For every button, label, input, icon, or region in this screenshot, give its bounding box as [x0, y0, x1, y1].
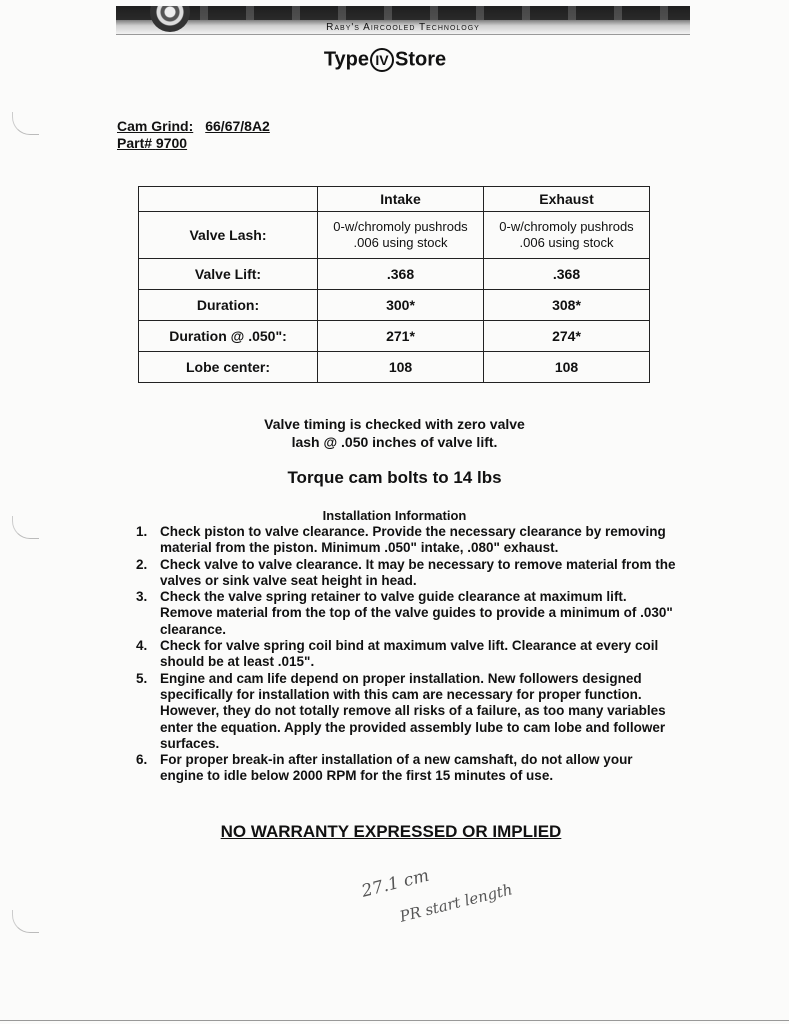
cam-grind-value: 66/67/8A2 [205, 118, 270, 134]
exhaust-value [484, 212, 650, 259]
punch-hole-mark [12, 112, 39, 135]
step-number: 1. [136, 524, 148, 539]
logo-text-pre: Type [323, 48, 370, 71]
exhaust-value-line: 0-w/chromoly pushrods [499, 219, 634, 234]
step-text: Check piston to valve clearance. Provide the necessary clearance by removing material from the piston. Minimum .050" intake, .080" exhaust. [160, 524, 666, 556]
part-number: 9700 [155, 135, 188, 151]
step-text: Check valve to valve clearance. It may be necessary to remove material from the valves or sink valve seat height in head. [160, 556, 676, 588]
list-item [136, 589, 676, 638]
table-row [139, 321, 650, 352]
handwritten-note [359, 865, 590, 958]
cam-spec-table [138, 186, 650, 383]
header-cell [139, 187, 318, 212]
step-number: 5. [136, 670, 148, 686]
list-item [136, 638, 676, 671]
installation-steps [136, 524, 676, 785]
step-text: Check for valve spring coil bind at maximum valve lift. Clearance at every coil should be at least .015". [160, 638, 659, 670]
exhaust-value: 308* [484, 290, 650, 321]
store-logo [300, 48, 470, 72]
row-label: Duration: [139, 290, 318, 321]
part-label: Part# [117, 135, 153, 151]
row-label: Valve Lash: [139, 212, 318, 259]
step-number: 6. [136, 752, 148, 768]
intake-value-line: .006 using stock [353, 235, 448, 250]
handwritten-line: PR start length [397, 880, 515, 926]
step-number: 4. [136, 638, 148, 654]
warranty-disclaimer: NO WARRANTY EXPRESSED OR IMPLIED [220, 822, 562, 841]
valve-timing-note [0, 415, 789, 451]
intake-value-line: 0-w/chromoly pushrods [333, 219, 468, 234]
handwritten-line: 27.1 cm [359, 865, 432, 902]
exhaust-value-line: .006 using stock [519, 235, 614, 250]
step-text: Engine and cam life depend on proper installation. New followers designed specifically for installation with this cam are necessary for proper function. However, they do not totally remove all risks of a failure, as too many variables enter the equation. Apply the provided assembly lube to cam lobe and follower surfaces. [160, 670, 666, 751]
row-label: Duration @ .050": [139, 321, 318, 352]
intake-value [318, 212, 484, 259]
page-edge [0, 1020, 789, 1021]
logo-mark: IV [370, 48, 394, 72]
list-item [136, 557, 676, 590]
installation-title: Installation Information [322, 508, 467, 523]
punch-hole-mark [12, 910, 39, 933]
exhaust-value: .368 [484, 259, 650, 290]
header-cell-intake: Intake [318, 187, 484, 212]
step-number: 3. [136, 589, 148, 605]
table-row [139, 352, 650, 383]
header-cell-exhaust: Exhaust [484, 187, 650, 212]
list-item [136, 752, 676, 785]
intake-value: .368 [318, 259, 484, 290]
cam-grind-line [117, 118, 270, 135]
intake-value: 108 [318, 352, 484, 383]
brand-banner [116, 6, 690, 35]
intake-value: 300* [318, 290, 484, 321]
part-number-line [117, 135, 270, 152]
exhaust-value: 108 [484, 352, 650, 383]
intake-value: 271* [318, 321, 484, 352]
row-label: Lobe center: [139, 352, 318, 383]
step-number: 2. [136, 556, 148, 572]
logo-text-post: Store [395, 48, 447, 71]
step-text: For proper break-in after installation of a new camshaft, do not allow your engine to idle below 2000 RPM for the first 15 minutes of use. [160, 752, 633, 784]
table-row [139, 212, 650, 259]
cam-grind-label: Cam Grind: [117, 118, 194, 134]
torque-note: Torque cam bolts to 14 lbs [287, 468, 502, 487]
table-header-row [139, 187, 650, 212]
table-row [139, 290, 650, 321]
banner-stripe [116, 6, 690, 20]
part-info [117, 118, 270, 152]
step-text: Check the valve spring retainer to valve guide clearance at maximum lift. Remove material from the top of the valve guides to provide a minimum of .030" clearance. [160, 589, 673, 637]
brand-tagline: Raby's Aircooled Technology [326, 22, 480, 33]
list-item [136, 671, 676, 752]
timing-note-line: Valve timing is checked with zero valve [264, 416, 525, 432]
table-row [139, 259, 650, 290]
exhaust-value: 274* [484, 321, 650, 352]
row-label: Valve Lift: [139, 259, 318, 290]
timing-note-line: lash @ .050 inches of valve lift. [291, 434, 498, 450]
list-item [136, 524, 676, 557]
